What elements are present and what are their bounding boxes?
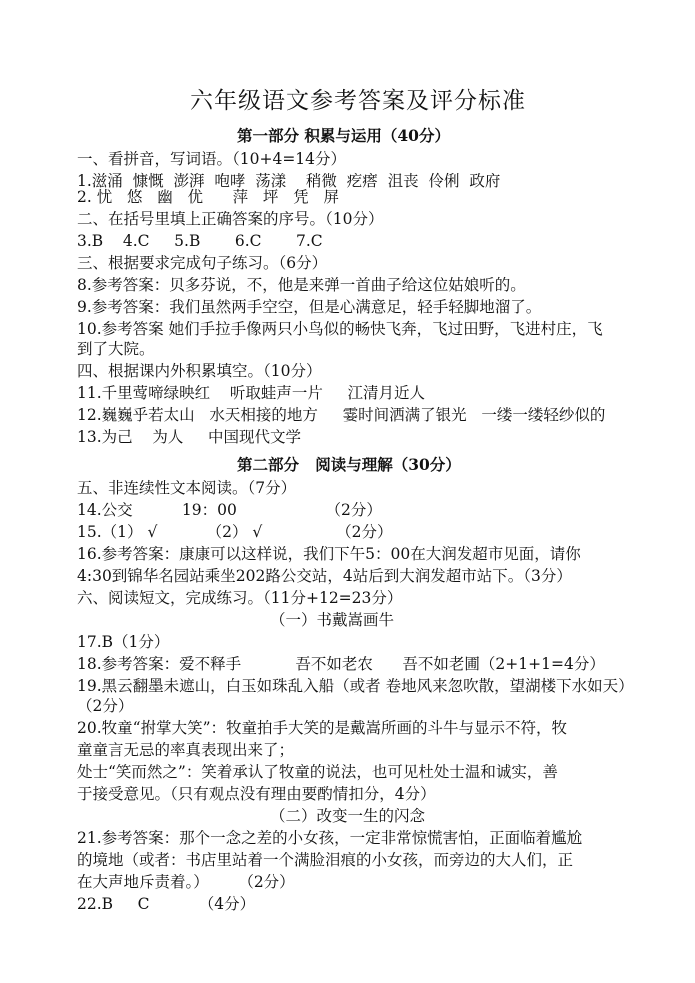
q9-answer: 9.参考答案：我们虽然两手空空，但是心满意足，轻手轻脚地溜了。	[77, 298, 542, 316]
section5-heading: 五、非连续性文本阅读。（7分）	[77, 479, 297, 497]
q20-answer-line2: 童童言无忌的率真表现出来了；	[77, 741, 295, 759]
q16-answer-line2: 4:30到锦华名园站乘坐202路公交站，4站后到大润发超市站下。（3分）	[77, 567, 572, 585]
part2-heading: 第二部分 阅读与理解（30分）	[237, 455, 461, 474]
q21-answer-line3: 在大声地斥责着。） （2分）	[77, 873, 295, 891]
document-title: 六年级语文参考答案及评分标准	[190, 88, 526, 114]
story2-heading: （二）改变一生的闪念	[270, 807, 426, 825]
q21-answer-line2: 的境地（或者：书店里站着一个满脸泪痕的小女孩，而旁边的大人们，正	[77, 851, 574, 869]
q3-7-answers: 3.B 4.C 5.B 6.C 7.C	[77, 232, 323, 250]
q22-answer: 22.B C （4分）	[77, 895, 256, 913]
q17-answer: 17.B（1分）	[77, 633, 170, 651]
q20-answer-line4: 于接受意见。（只有观点没有理由要酌情扣分，4分）	[77, 785, 436, 803]
q21-answer-line1: 21.参考答案：那个一念之差的小女孩，一定非常惊慌害怕，正面临着尴尬	[77, 829, 583, 847]
q1-answer: 1.滋涌 慷慨 澎湃 咆哮 荡漾 稍微 疙瘩 沮丧 伶俐 政府	[77, 172, 501, 190]
section3-heading: 三、根据要求完成句子练习。（6分）	[77, 254, 328, 272]
q16-text-1: 16.参考答案：康康可以这样说，我们下午5：00在大润发超市见面，请你	[77, 545, 581, 563]
q14-answer: 14.公交 19：00 （2分）	[77, 501, 382, 519]
q19-answer-line2: （2分）	[77, 697, 134, 715]
q19-answer-line1: 19.黑云翻墨未遮山，白玉如珠乱入船（或者 卷地风来忽吹散，望湖楼下水如天）	[77, 677, 634, 695]
q15-answer: 15.（1） √ （2） √ （2分）	[77, 523, 393, 541]
section2-heading: 二、在括号里填上正确答案的序号。（10分）	[77, 210, 384, 228]
q11-answer: 11.千里莺啼绿映红 听取蛙声一片 江清月近人	[77, 384, 425, 402]
q16-answer-line1	[77, 544, 581, 564]
q8-answer: 8.参考答案：贝多芬说，不，他是来弹一首曲子给这位姑娘听的。	[77, 276, 526, 294]
q18-answer: 18.参考答案：爱不释手 吾不如老农 吾不如老圃（2+1+1=4分）	[77, 655, 605, 673]
q13-answer: 13.为己 为人 中国现代文学	[77, 428, 301, 446]
part1-heading: 第一部分 积累与运用（40分）	[237, 126, 450, 145]
section6-heading: 六、阅读短文，完成练习。（11分+12=23分）	[77, 589, 403, 607]
section4-heading: 四、根据课内外积累填空。（10分）	[77, 362, 322, 380]
q10-answer-line2: 到了大院。	[77, 340, 155, 358]
q12-answer: 12.巍巍乎若太山 水天相接的地方 霎时间洒满了银光 一缕一缕轻纱似的	[77, 406, 606, 424]
q20-answer-line1: 20.牧童“拊掌大笑”：牧童拍手大笑的是戴嵩所画的斗牛与显示不符，牧	[77, 719, 568, 737]
q20-answer-line3: 处士“笑而然之”：笑着承认了牧童的说法，也可见杜处士温和诚实，善	[77, 763, 558, 781]
q10-answer-line1: 10.参考答案 她们手拉手像两只小鸟似的畅快飞奔，飞过田野，飞进村庄，飞	[77, 320, 603, 338]
story1-heading: （一）书戴嵩画牛	[270, 611, 395, 629]
q2-answer: 2. 忧 悠 幽 优 萍 坪 凭 屏	[77, 188, 339, 206]
section1-heading: 一、看拼音，写词语。（10+4=14分）	[77, 150, 347, 168]
